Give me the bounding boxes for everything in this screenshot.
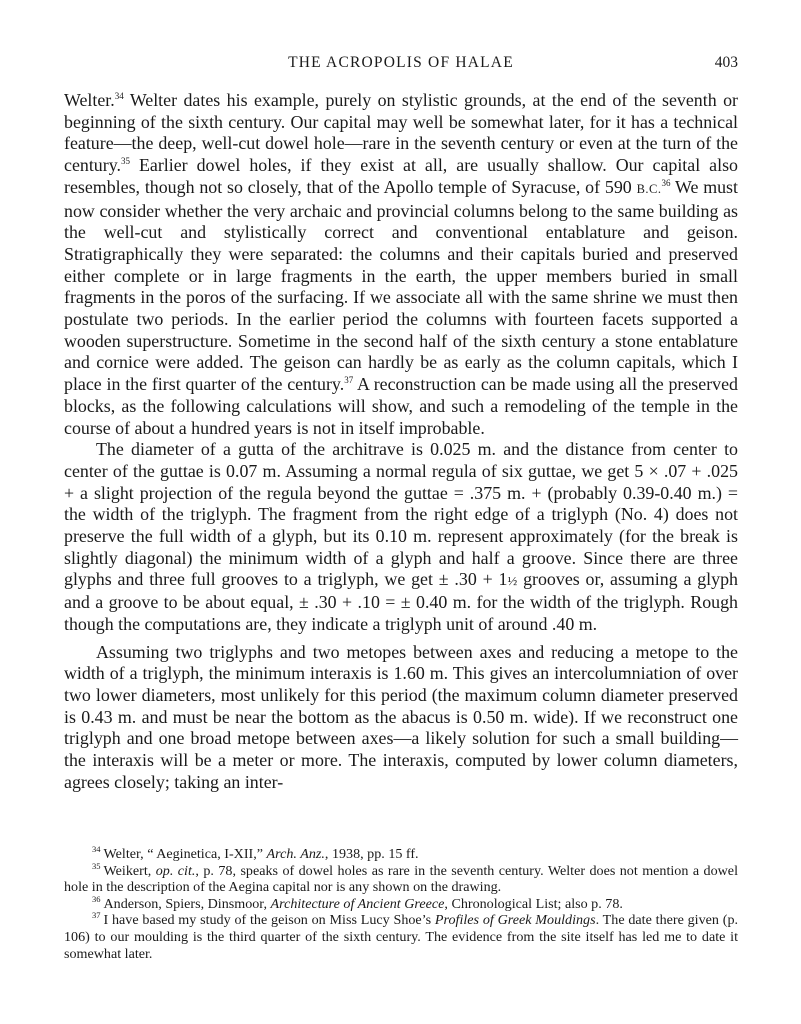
footnote-text: Weikert, bbox=[103, 862, 156, 879]
footnote-ref-34: 34 bbox=[114, 91, 124, 101]
footnote-italic: Architecture of Ancient Greece bbox=[270, 895, 445, 912]
text-run: We must now consider whether the very archaic and provincial columns belong to the same building as the well-cut and stylistically correct and conventional entablature and geison. Stratigraphically they were separated: the columns and their capitals buried and preserved either complete or in large fragments in the earth, the upper members buried in small fragments in the poros of the surfacing. If we associate all with the same shrine we must then postulate two periods. In the earlier period the columns with fourteen facets supported a wooden superstructure. Sometime in the second half of the sixth century a stone entablature and cornice were added. The geison can hardly be as early as the column capitals, which I place in the first quarter of the century. bbox=[64, 176, 738, 395]
footnote-35 bbox=[64, 860, 738, 896]
text-run: grooves or, assuming a glyph and a groove to be about equal, ± .30 + .10 = ± 0.40 m. for the width of the triglyph. Rough though the computations are, they indicate a triglyph unit of around .40 m. bbox=[64, 569, 738, 634]
footnote-text: , Chronological List; also p. 78. bbox=[444, 895, 623, 912]
footnote-marker: 35 bbox=[92, 860, 101, 871]
footnote-34 bbox=[64, 846, 738, 863]
footnote-text: Welter, “ Aeginetica, I-XII,” bbox=[103, 846, 267, 862]
footnote-marker: 34 bbox=[92, 844, 101, 854]
footnotes bbox=[64, 846, 738, 962]
text-run: Earlier dowel holes, if they exist at all, are usually shallow. Our capital also resembles, though not so closely, that of the Apollo temple of Syracuse, of 590 bbox=[64, 155, 738, 197]
era-abbreviation: B.C. bbox=[636, 181, 662, 196]
text-run: Welter dates his example, purely on stylistic grounds, at the end of the seventh or beginning of the sixth century. Our capital may well be somewhat later, for it has a technical feature—the deep, well-cut dowel hole—rare in the seventh century or even at the turn of the century. bbox=[64, 90, 738, 176]
running-head bbox=[64, 54, 738, 78]
fraction: ½ bbox=[507, 573, 518, 589]
body-text bbox=[64, 90, 738, 794]
footnote-ref-36: 36 bbox=[661, 177, 671, 188]
footnote-italic: op. cit. bbox=[155, 862, 196, 879]
footnote-text: , 1938, pp. 15 ff. bbox=[324, 846, 419, 862]
page-number: 403 bbox=[714, 54, 738, 71]
paragraph-1 bbox=[64, 90, 738, 439]
footnote-text: I have based my study of the geison on Miss Lucy Shoe’s bbox=[103, 912, 435, 929]
footnote-text: . The date there given (p. 106) to our moulding is the third quarter of the sixth century. The evidence from the site itself has led me to date it somewhat later. bbox=[64, 912, 739, 962]
text-run: The diameter of a gutta of the architrave is 0.025 m. and the distance from center to center of the guttae is 0.07 m. Assuming a normal regula of six guttae, we get 5 × .07 + .025 + a slight projection of the regula beyond the guttae = .375 m. + (probably 0.39-0.40 m.) = the width of the triglyph. The fragment from the right edge of a triglyph (No. 4) does not preserve the full width of a glyph, but its 0.10 m. represent approximately (for the break is slightly diagonal) the minimum width of a glyph and half a groove. Since there are three glyphs and three full grooves to a triglyph, we get ± .30 + 1 bbox=[64, 439, 738, 590]
footnote-italic: Arch. Anz. bbox=[266, 846, 325, 862]
running-title: THE ACROPOLIS OF HALAE bbox=[288, 54, 514, 71]
footnote-36 bbox=[64, 893, 738, 913]
footnote-marker: 37 bbox=[92, 910, 101, 921]
footnote-ref-37: 37 bbox=[344, 375, 354, 386]
footnote-text: Anderson, Spiers, Dinsmoor, bbox=[103, 895, 271, 912]
footnote-ref-35: 35 bbox=[120, 156, 130, 167]
footnote-text: , p. 78, speaks of dowel holes as rare in the seventh century. Welter does not mention a dowel hole in the description of the Aegina capital nor is any shown on the drawing. bbox=[64, 862, 738, 896]
text-run: A reconstruction can be made using all the preserved blocks, as the following calculations will show, and such a remodeling of the temple in the course of about a hundred years is not in itself improbable. bbox=[64, 374, 739, 438]
footnote-italic: Profiles of Greek Mouldings bbox=[434, 912, 596, 929]
paragraph-3 bbox=[64, 642, 738, 794]
footnote-marker: 36 bbox=[92, 893, 101, 904]
paragraph-2 bbox=[64, 439, 738, 635]
footnote-37 bbox=[64, 912, 738, 962]
text-run: Welter. bbox=[64, 90, 115, 110]
text-run: Assuming two triglyphs and two metopes between axes and reducing a metope to the width of a triglyph, the minimum interaxis is 1.60 m. This gives an intercolumniation of over two lower diameters, most unlikely for this period (the maximum column diameter preserved is 0.43 m. and must be near the bottom as the abacus is 0.50 m. wide). If we reconstruct one triglyph and one broad metope between axes—a likely solution for such a small building—the interaxis will be a meter or more. The interaxis, computed by lower column diameters, agrees closely; taking an inter- bbox=[64, 641, 738, 792]
